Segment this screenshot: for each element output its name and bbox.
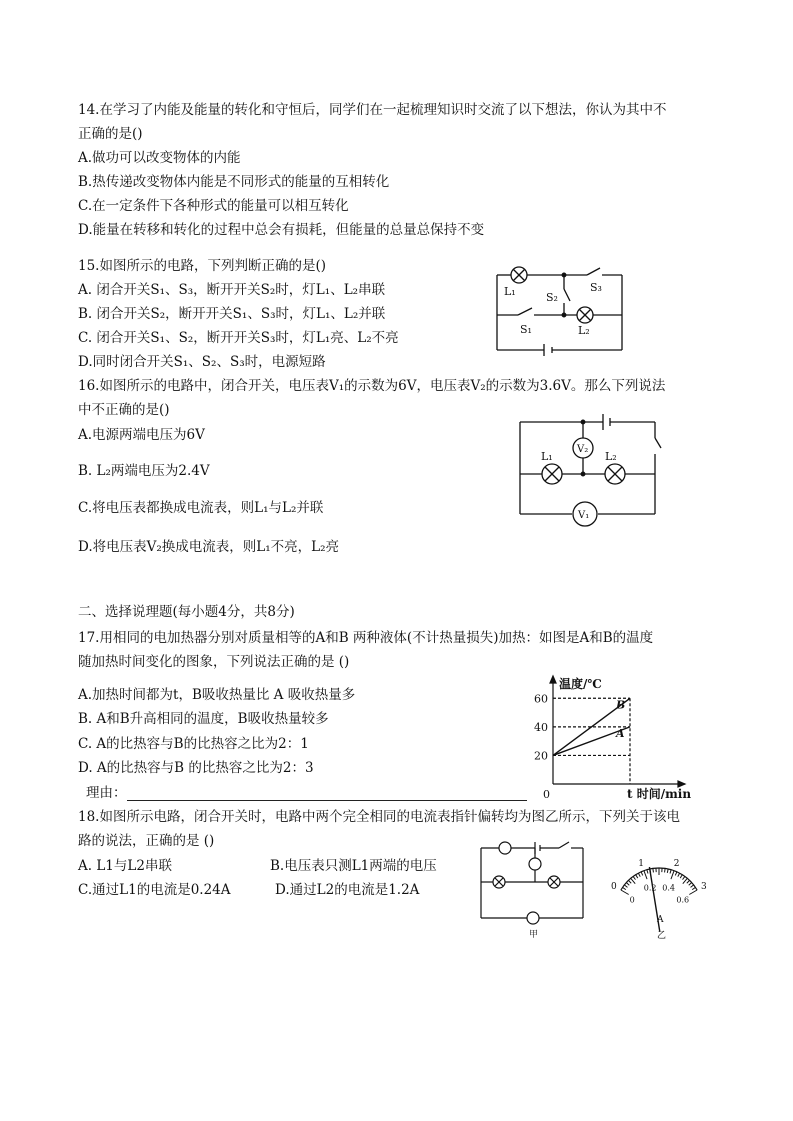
q17-reason-blank[interactable] [127,786,527,801]
q18-stem-line1: 18.如图所示电路，闭合开关时，电路中两个完全相同的电流表指针偏转均为图乙所示，下列关于该电 [78,809,680,825]
meter-tick [636,875,638,878]
q15-s3-label: S₃ [590,281,602,294]
q16-option-d: D.将电压表V₂换成电流表，则L₁不亮，L₂亮 [78,539,340,555]
meter-tick [689,890,697,895]
section-2-title: 二、选择说理题(每小题4分，共8分) [78,604,295,620]
chart-ytick-60: 60 [534,692,548,706]
meter-tick [641,872,643,876]
q18-option-a: A. L1与L2串联 [78,858,172,874]
meter-tick [624,885,627,887]
q17-stem-line1: 17.用相同的电加热器分别对质量相等的A和B 两种液体(不计热量损失)加热：如图是A和B的温度 [78,630,654,646]
q15-stem: 15.如图所示的电路，下列判断正确的是() [78,258,327,274]
meter-inner-label: 0.4 [662,883,675,893]
q15-l1-label: L₁ [504,285,516,298]
q17-option-b: B. A和B升高相同的温度，B吸收热量较多 [78,711,329,727]
q16-v2-label: V₂ [577,444,589,455]
q18-ammeter-yi [602,850,717,940]
meter-tick [626,883,629,886]
q15-circuit-diagram [492,265,632,357]
chart-ytick-20: 20 [534,749,548,763]
q15-l2-label: L₂ [578,324,590,337]
chart-series-label-A: A [616,726,625,740]
meter-outer-label: 0 [610,882,617,892]
meter-outer-label: 3 [701,882,707,892]
chart-ylabel: 温度/℃ [559,677,602,691]
meter-tick [623,887,626,889]
q17-reason-label: 理由： [86,785,127,801]
q14-stem-line2: 正确的是() [78,126,143,142]
meter-outer-label: 1 [638,859,644,870]
chart-origin-label: 0 [543,788,550,801]
q18-yi-caption: 乙 [657,931,667,940]
meter-tick [678,873,680,877]
meter-tick [667,869,668,873]
meter-tick [653,868,654,872]
q14-option-c: C.在一定条件下各种形式的能量可以相互转化 [78,198,349,214]
q16-circuit-diagram [515,410,665,530]
q17-reason-line [86,783,527,803]
meter-inner-label: 0.6 [676,895,690,905]
q14-stem-line1: 14.在学习了内能及能量的转化和守恒后，同学们在一起梳理知识时交流了以下想法，你认为其中不 [78,102,667,118]
chart-series-label-B: B [616,698,626,712]
meter-tick [692,887,695,889]
q15-option-d: D.同时闭合开关S₁、S₂、S₃时，电源短路 [78,354,326,370]
q16-stem-line1: 16.如图所示的电路中，闭合开关，电压表V₁的示数为6V，电压表V₂的示数为3.6V。那么下列说法 [78,378,666,394]
meter-tick [670,870,671,874]
q17-temperature-chart [525,672,700,810]
meter-tick [671,871,674,879]
q15-option-c: C. 闭合开关S₁、S₂，断开开关S₃时，灯L₁亮、L₂不亮 [78,330,399,346]
q18-circuit-jia [473,838,595,940]
q16-l2-label: L₂ [605,450,617,463]
q15-s2-label: S₂ [546,291,558,304]
chart-y-arrow [550,676,556,683]
q18-option-d: D.通过L2的电流是1.2A [275,882,420,898]
meter-tick [628,880,631,883]
q14-option-d: D.能量在转移和转化的过程中总会有损耗，但能量的总量总保持不变 [78,222,485,238]
meter-inner-label: 0 [629,895,635,905]
meter-tick [675,872,677,876]
meter-tick [665,868,666,872]
q18-stem-line2: 路的说法，正确的是 () [78,833,215,849]
q17-option-a: A.加热时间都为t，B吸收热量比 A 吸收热量多 [78,687,356,703]
q15-option-b: B. 闭合开关S₂，断开开关S₁、S₃时，灯L₁、L₂并联 [78,306,386,322]
q17-option-c: C. A的比热容与B的比热容之比为2：1 [78,736,309,752]
meter-tick [691,885,694,887]
q16-option-c: C.将电压表都换成电流表，则L₁与L₂并联 [78,500,324,516]
chart-ytick-40: 40 [534,720,548,734]
meter-tick [687,880,690,883]
meter-tick [621,890,629,895]
chart-xlabel: t 时间/min [627,787,692,801]
q15-s1-label: S₁ [520,323,532,336]
q14-option-b: B.热传递改变物体内能是不同形式的能量的互相转化 [78,174,390,190]
meter-tick [644,871,647,879]
q15-option-a: A. 闭合开关S₁、S₃，断开开关S₂时，灯L₁、L₂串联 [78,282,386,298]
meter-outer-label: 2 [673,859,680,870]
q18-option-c: C.通过L1的电流是0.24A [78,882,231,898]
q18-jia-caption: 甲 [529,930,539,940]
q16-l1-label: L₁ [541,450,553,463]
meter-tick [638,873,640,877]
meter-tick [683,876,685,879]
meter-tick [633,876,635,879]
q16-stem-line2: 中不正确的是() [78,402,170,418]
q16-option-a: A.电源两端电压为6V [78,427,205,443]
meter-unit-label: A [657,915,664,925]
q17-option-d: D. A的比热容与B 的比热容之比为2：3 [78,760,314,776]
q17-stem-line2: 随加热时间变化的图象，下列说法正确的是 () [78,654,350,670]
q18-option-b: B.电压表只测L1两端的电压 [270,858,437,874]
q16-option-b: B. L₂两端电压为2.4V [78,463,210,479]
meter-tick [689,883,692,886]
meter-inner-label: 0.2 [643,883,657,893]
meter-tick [680,875,682,878]
q16-v1-label: V₁ [578,510,590,521]
q14-option-a: A.做功可以改变物体的内能 [78,150,241,166]
meter-tick [647,870,648,874]
